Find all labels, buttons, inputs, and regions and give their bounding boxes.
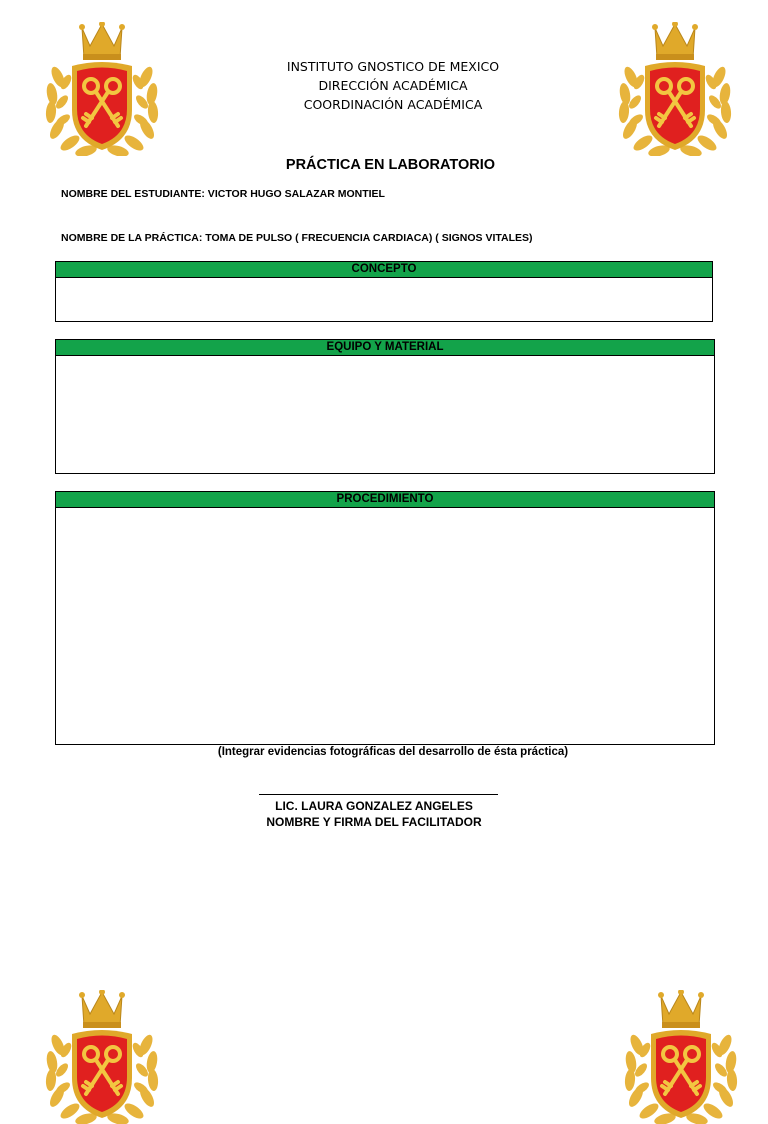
coordination-name: COORDINACIÓN ACADÉMICA [303,97,483,112]
concepto-header: CONCEPTO [56,262,712,278]
crest-logo-bottom-right [617,990,745,1124]
department-name: DIRECCIÓN ACADÉMICA [318,78,468,93]
signature-line [259,794,498,795]
crest-logo-bottom-left [38,990,166,1124]
procedimiento-header: PROCEDIMIENTO [56,492,714,508]
student-name: NOMBRE DEL ESTUDIANTE: VICTOR HUGO SALAZAR MONTIEL [61,188,385,200]
practice-name: NOMBRE DE LA PRÁCTICA: TOMA DE PULSO ( FRECUENCIA CARDIACA) ( SIGNOS VITALES) [61,232,533,244]
signature-block [0,798,748,830]
concepto-section [55,261,713,322]
equipo-header: EQUIPO Y MATERIAL [56,340,714,356]
evidence-note: (Integrar evidencias fotográficas del desarrollo de ésta práctica) [217,746,569,758]
procedimiento-section [55,491,715,745]
institution-name: INSTITUTO GNOSTICO DE MEXICO [286,59,500,74]
facilitator-role: NOMBRE Y FIRMA DEL FACILITADOR [266,815,482,829]
page-title: PRÁCTICA EN LABORATORIO [285,157,496,173]
facilitator-name: LIC. LAURA GONZALEZ ANGELES [275,799,473,813]
institution-header [0,57,768,114]
equipo-section [55,339,715,474]
